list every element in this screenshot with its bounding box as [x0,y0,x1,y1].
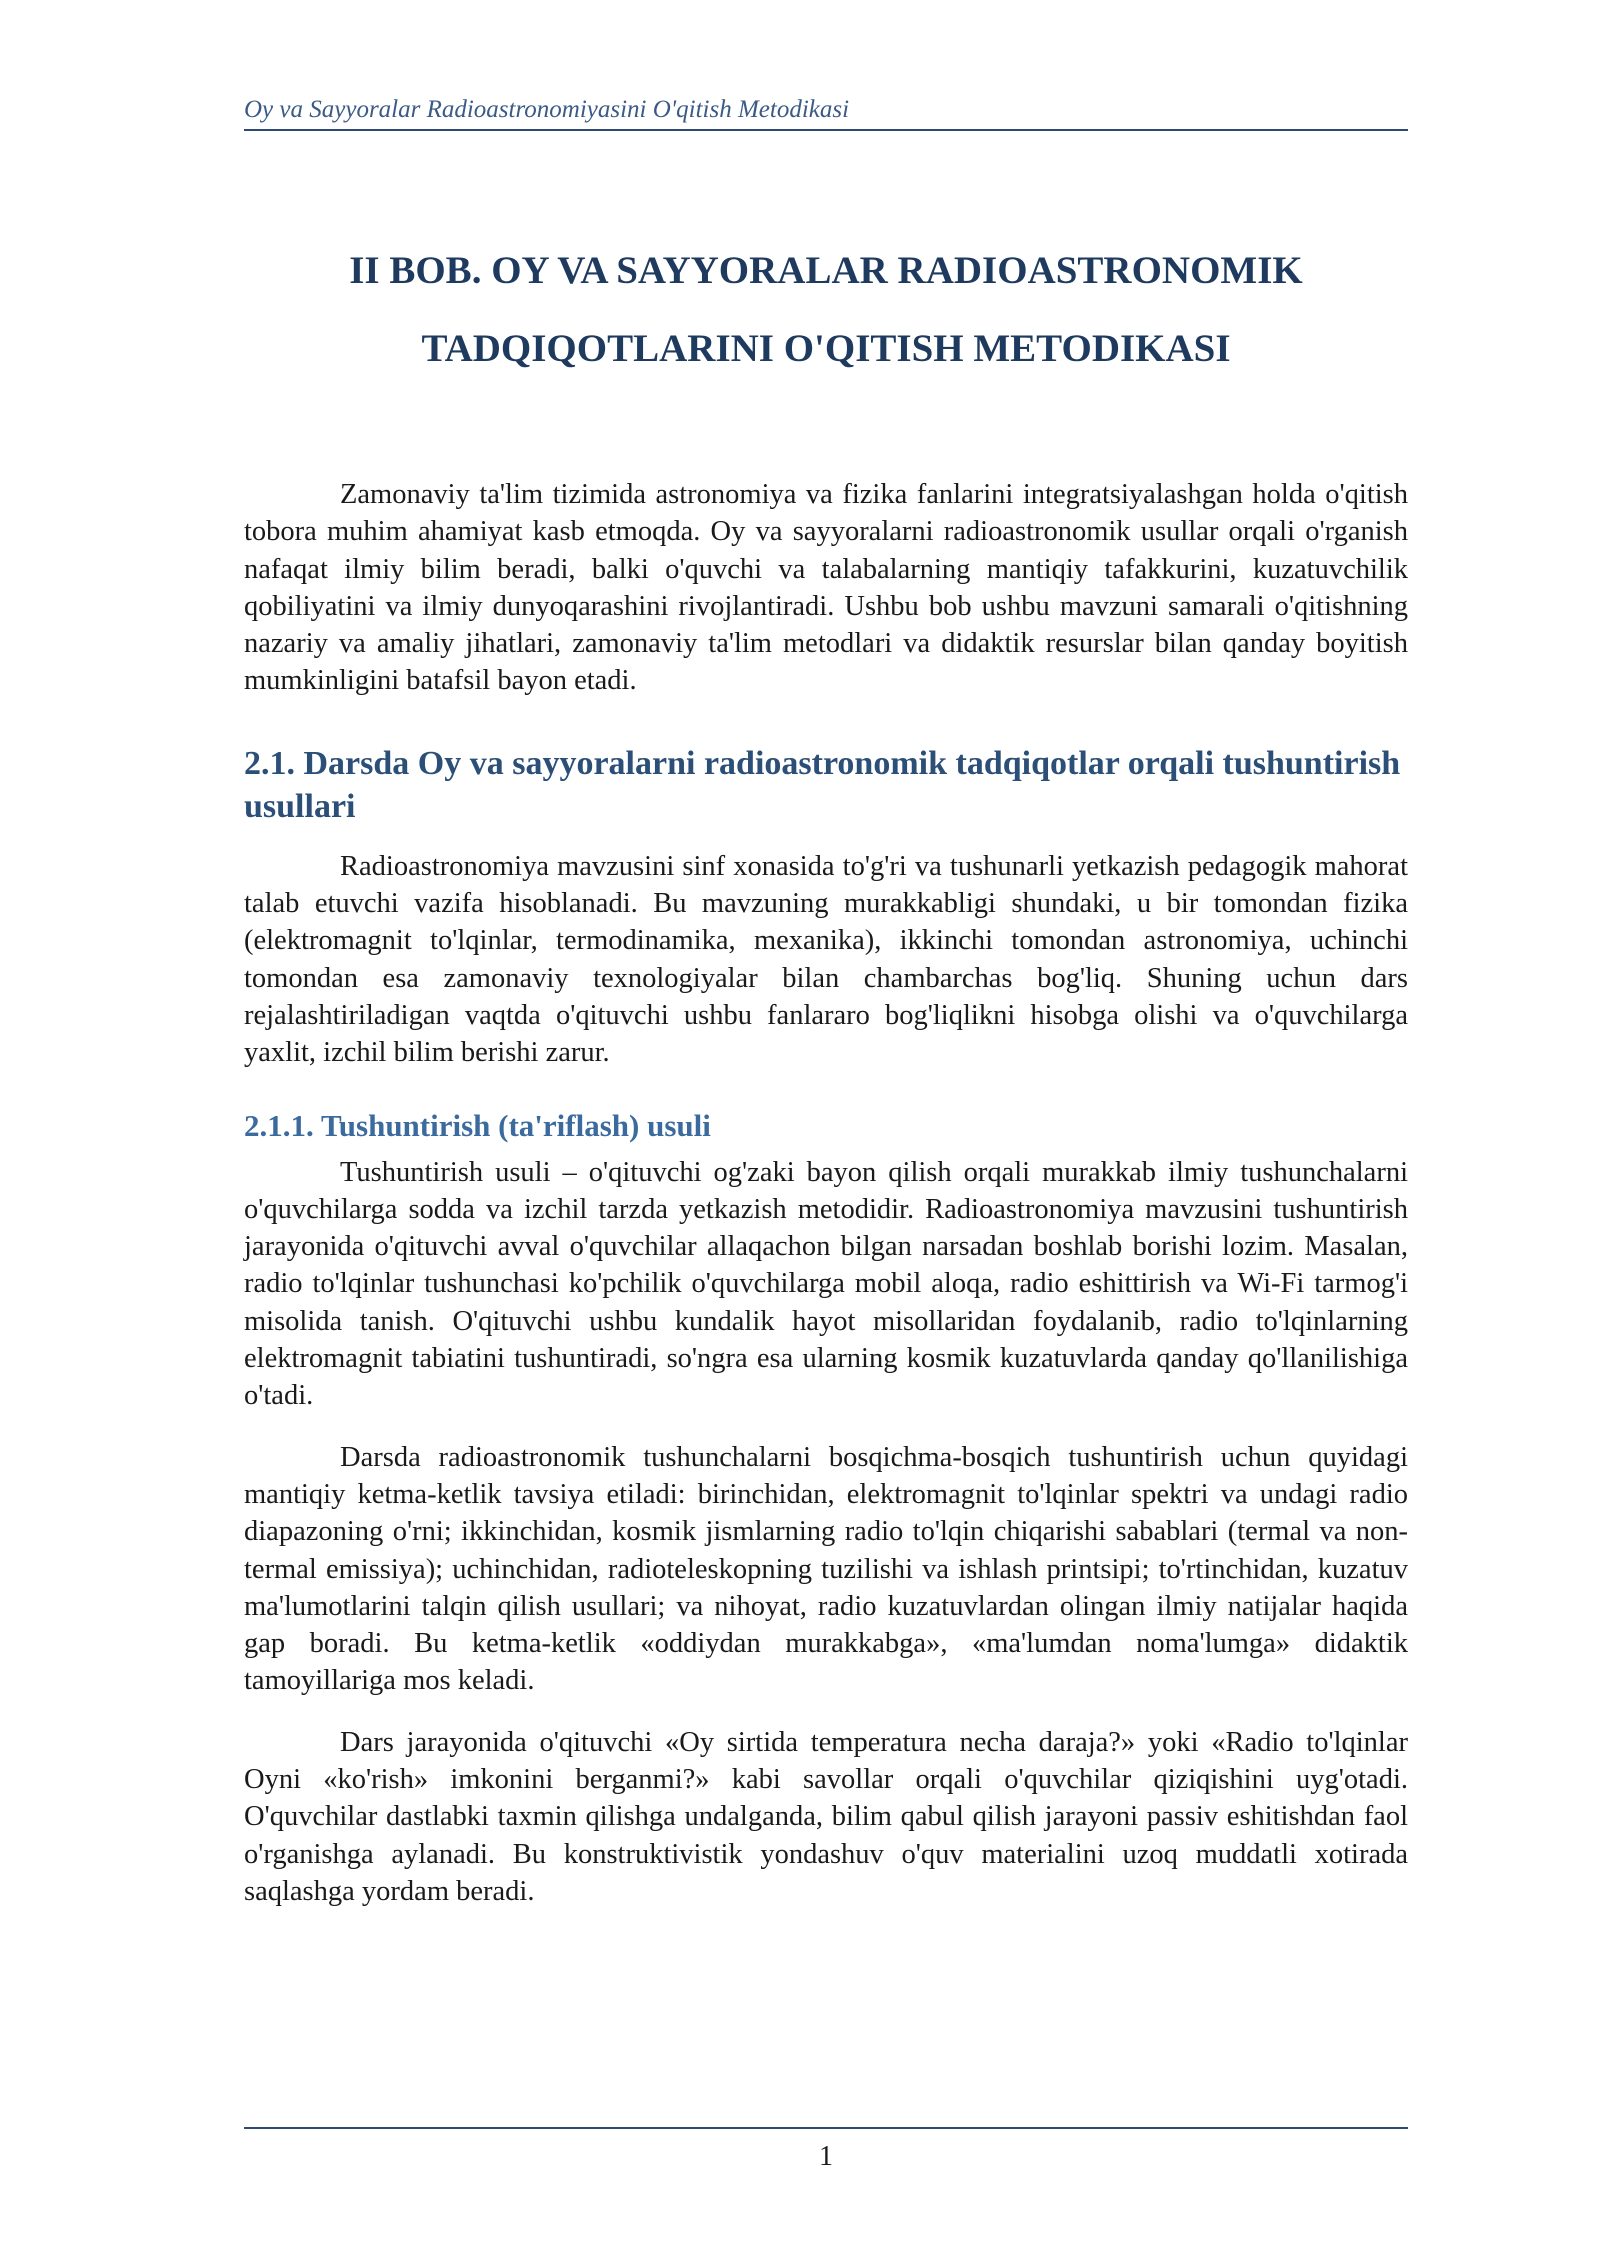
page-number: 1 [819,2141,833,2172]
section-2-1-1-paragraph-2: Darsda radioastronomik tushunchalarni bosqichma-bosqich tushuntirish uchun quyidagi mantiqiy ketma-ketlik tavsiya etiladi: birinchidan, elektromagnit to'lqinlar spektri va undagi radio diapazoning o'rni; ikkinchidan, kosmik jismlarning radio to'lqin chiqarishi sabablari (termal va non-termal emissiya); uchinchidan, radioteleskopning tuzilishi va ishlash printsipi; to'rtinchidan, kuzatuv ma'lumotlarini talqin qilish usullari; va nihoyat, radio kuzatuvlardan olingan ilmiy natijalar haqida gap boradi. Bu ketma-ketlik «oddiydan murakkabga», «ma'lumdan noma'lumga» didaktik tamoyillariga mos keladi. [244,1441,1408,1697]
body-content [244,476,1408,1910]
chapter-title-line-2: TADQIQOTLARINI O'QITISH METODIKASI [421,327,1231,370]
section-heading-2-1: 2.1. Darsda Oy va sayyoralarni radioastronomik tadqiqotlar orqali tushuntirish usullari [244,744,1401,825]
section-heading-2-1-1: 2.1.1. Tushuntirish (ta'riflash) usuli [244,1107,711,1143]
header-rule [244,129,1408,131]
section-2-1-paragraph: Radioastronomiya mavzusini sinf xonasida to'g'ri va tushunarli yetkazish pedagogik mahorat talab etuvchi vazifa hisoblanadi. Bu mavzuning murakkabligi shundaki, u bir tomondan fizika (elektromagnit to'lqinlar, termodinamika, mexanika), ikkinchi tomondan astronomiya, uchinchi tomondan esa zamonaviy texnologiyalar bilan chambarchas bog'liq. Shuning uchun dars rejalashtiriladigan vaqtda o'qituvchi ushbu fanlararo bog'liqlikni hisobga olishi va o'quvchilarga yaxlit, izchil bilim berishi zarur. [244,850,1408,1069]
section-2-1-1-paragraph-1: Tushuntirish usuli – o'qituvchi og'zaki bayon qilish orqali murakkab ilmiy tushunchalarni o'quvchilarga sodda va izchil tarzda yetkazish metodidir. Radioastronomiya mavzusini tushuntirish jarayonida o'qituvchi avval o'quvchilar allaqachon bilgan narsadan boshlab borishi lozim. Masalan, radio to'lqinlar tushunchasi ko'pchilik o'quvchilarga mobil aloqa, radio eshittirish va Wi-Fi tarmog'i misolida tanish. O'qituvchi ushbu kundalik hayot misollaridan foydalanib, radio to'lqinlarning elektromagnit tabiatini tushuntiradi, so'ngra esa ularning kosmik kuzatuvlarda qanday qo'llanilishiga o'tadi. [244,1156,1408,1412]
chapter-title-line-1: II BOB. OY VA SAYYORALAR RADIOASTRONOMIK [349,249,1303,292]
running-header: Oy va Sayyoralar Radioastronomiyasini O'qitish Metodikasi [244,96,850,123]
footer-rule [244,2127,1408,2129]
document-page [244,0,1408,2262]
intro-paragraph: Zamonaviy ta'lim tizimida astronomiya va fizika fanlarini integratsiyalashgan holda o'qitish tobora muhim ahamiyat kasb etmoqda. Oy va sayyoralarni radioastronomik usullar orqali o'rganish nafaqat ilmiy bilim beradi, balki o'quvchi va talabalarning mantiqiy tafakkurini, kuzatuvchilik qobiliyatini va ilmiy dunyoqarashini rivojlantiradi. Ushbu bob ushbu mavzuni samarali o'qitishning nazariy va amaliy jihatlari, zamonaviy ta'lim metodlari va didaktik resurslar bilan qanday boyitish mumkinligini batafsil bayon etadi. [244,479,1408,697]
section-2-1-1-paragraph-3: Dars jarayonida o'qituvchi «Oy sirtida temperatura necha daraja?» yoki «Radio to'lqinlar Oyni «ko'rish» imkonini berganmi?» kabi savollar orqali o'quvchilar qiziqishini uyg'otadi. O'quvchilar dastlabki taxmin qilishga undalganda, bilim qabul qilish jarayoni passiv eshitishdan faol o'rganishga aylanadi. Bu konstruktivistik yondashuv o'quv materialini uzoq muddatli xotirada saqlashga yordam beradi. [244,1726,1408,1907]
chapter-title [244,232,1408,388]
